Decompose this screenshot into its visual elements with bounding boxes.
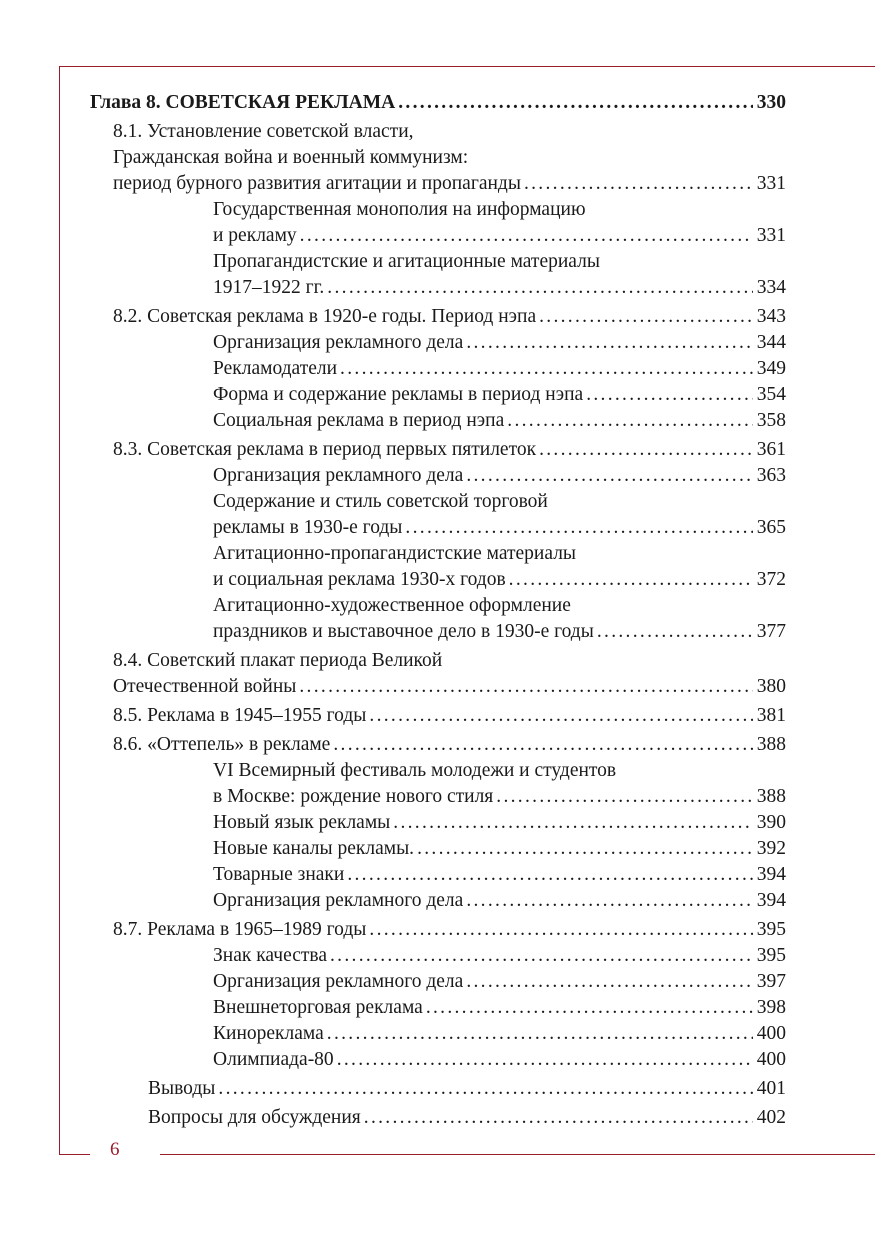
toc-subsection[interactable]	[213, 969, 786, 995]
toc-page: 388	[756, 734, 786, 755]
toc-title-part: Пропагандистские и агитационные материалы	[213, 251, 600, 272]
toc-subsection[interactable]	[213, 463, 786, 489]
toc-title-line	[213, 541, 576, 567]
toc-title-part: 8.4. Советский плакат периода Великой	[113, 650, 443, 671]
toc-page: 395	[756, 945, 786, 966]
toc-leader	[496, 784, 752, 810]
toc-leader	[597, 619, 753, 645]
toc-section-8-2[interactable]	[113, 304, 786, 330]
toc-page: 331	[756, 225, 786, 246]
toc-title: 8.2. Советская реклама в 1920-е годы. Период нэпа	[113, 306, 537, 327]
toc-section-8-5[interactable]	[113, 703, 786, 729]
toc-page: 395	[756, 919, 786, 940]
toc-title: Форма и содержание рекламы в период нэпа	[213, 384, 584, 405]
toc-page: 349	[756, 358, 786, 379]
toc-page: 390	[756, 812, 786, 833]
toc-section-8-3[interactable]	[113, 437, 786, 463]
toc-page: 343	[756, 306, 786, 327]
toc-title: Знак качества	[213, 945, 327, 966]
toc-page: 400	[756, 1023, 786, 1044]
toc-title: Новый язык рекламы	[213, 812, 391, 833]
toc-title: Вопросы для обсуждения	[148, 1107, 361, 1128]
toc-page: 392	[756, 838, 786, 859]
toc-leader	[466, 330, 752, 356]
toc-title-part: Содержание и стиль советской торговой	[213, 491, 548, 512]
toc-leader	[364, 1105, 753, 1131]
toc-page: 398	[756, 997, 786, 1018]
toc-page: 397	[756, 971, 786, 992]
toc-leader	[466, 969, 752, 995]
toc-subsection[interactable]	[213, 943, 786, 969]
toc-leader	[340, 356, 753, 382]
toc-title: 1917–1922 гг.	[213, 277, 325, 298]
toc-title-line	[213, 197, 586, 223]
page-number: 6	[110, 1139, 120, 1160]
toc-title: Отечественной войны	[113, 676, 297, 697]
toc-leader	[398, 90, 753, 116]
toc-leader	[327, 1021, 753, 1047]
toc-title: Товарные знаки	[213, 864, 345, 885]
toc-subsection[interactable]	[213, 836, 786, 862]
toc-leader	[405, 515, 752, 541]
toc-title: 8.6. «Оттепель» в рекламе	[113, 734, 331, 755]
toc-title-line	[213, 489, 548, 515]
toc-title: Социальная реклама в период нэпа	[213, 410, 505, 431]
toc-page: 381	[756, 705, 786, 726]
toc-title: Выводы	[148, 1078, 216, 1099]
toc-conclusions[interactable]	[148, 1076, 786, 1102]
toc-title: 8.3. Советская реклама в период первых пятилеток	[113, 439, 537, 460]
toc-leader	[369, 703, 752, 729]
toc-leader	[330, 943, 753, 969]
toc-subsection[interactable]	[213, 382, 786, 408]
toc-title-line	[113, 648, 442, 674]
toc-page: 354	[756, 384, 786, 405]
toc-title-part: Гражданская война и военный коммунизм:	[113, 147, 469, 168]
toc-leader	[417, 836, 753, 862]
toc-title: праздников и выставочное дело в 1930-е годы	[213, 621, 594, 642]
toc-title-part: Государственная монополия на информацию	[213, 199, 586, 220]
toc-leader	[337, 1047, 753, 1073]
toc-chapter-heading[interactable]	[90, 90, 786, 116]
toc-leader	[524, 171, 753, 197]
toc-title: Глава 8. СОВЕТСКАЯ РЕКЛАМА	[90, 92, 396, 113]
toc-title: Олимпиада-80	[213, 1049, 334, 1070]
toc-title: и рекламу	[213, 225, 297, 246]
toc-title-part: VI Всемирный фестиваль молодежи и студентов	[213, 760, 617, 781]
toc-leader	[347, 862, 752, 888]
toc-leader	[507, 408, 752, 434]
toc-title: и социальная реклама 1930-х годов	[213, 569, 506, 590]
toc-page: 394	[756, 864, 786, 885]
toc-subsection[interactable]	[213, 619, 786, 645]
toc-subsection[interactable]	[213, 408, 786, 434]
toc-page: 377	[756, 621, 786, 642]
toc-title: Новые каналы рекламы.	[213, 838, 415, 859]
toc-leader	[426, 995, 753, 1021]
toc-leader	[509, 567, 753, 593]
toc-title-part: Агитационно-художественное оформление	[213, 595, 571, 616]
toc-subsection[interactable]	[213, 1047, 786, 1073]
toc-section-8-4[interactable]	[113, 674, 786, 700]
toc-section-8-6[interactable]	[113, 732, 786, 758]
toc-title: рекламы в 1930-е годы	[213, 517, 403, 538]
toc-subsection[interactable]	[213, 810, 786, 836]
toc-subsection[interactable]	[213, 567, 786, 593]
toc-section-8-7[interactable]	[113, 917, 786, 943]
toc-leader	[299, 674, 752, 700]
toc-page: 361	[756, 439, 786, 460]
toc-title-line	[213, 758, 616, 784]
toc-title: Рекламодатели	[213, 358, 338, 379]
toc-leader	[393, 810, 752, 836]
toc-page: 358	[756, 410, 786, 431]
toc-title: в Москве: рождение нового стиля	[213, 786, 494, 807]
toc-page: 401	[756, 1078, 786, 1099]
toc-title: период бурного развития агитации и пропаганды	[113, 173, 521, 194]
toc-page: 400	[756, 1049, 786, 1070]
toc-leader	[466, 888, 752, 914]
toc-title: Организация рекламного дела	[213, 971, 464, 992]
toc-leader	[300, 223, 753, 249]
toc-page: 330	[756, 92, 786, 113]
toc-page: 380	[756, 676, 786, 697]
toc-title: 8.5. Реклама в 1945–1955 годы	[113, 705, 367, 726]
toc-subsection[interactable]	[213, 995, 786, 1021]
toc-page: 363	[756, 465, 786, 486]
toc-page: 331	[756, 173, 786, 194]
toc-subsection[interactable]	[213, 330, 786, 356]
toc-title: Организация рекламного дела	[213, 465, 464, 486]
toc-leader	[539, 304, 753, 330]
toc-leader	[218, 1076, 752, 1102]
toc-subsection[interactable]	[213, 356, 786, 382]
toc-subsection[interactable]	[213, 784, 786, 810]
toc-title-line	[113, 119, 414, 145]
toc-leader	[466, 463, 752, 489]
toc-leader	[369, 917, 752, 943]
toc-title: Кинореклама	[213, 1023, 324, 1044]
toc-title-line	[213, 593, 571, 619]
toc-title-line	[213, 249, 600, 275]
toc-leader	[327, 275, 752, 301]
toc-page: 372	[756, 569, 786, 590]
toc-subsection[interactable]	[213, 515, 786, 541]
toc-subsection[interactable]	[213, 862, 786, 888]
toc-subsection[interactable]	[213, 223, 786, 249]
toc-leader	[539, 437, 753, 463]
toc-leader	[333, 732, 752, 758]
toc-page: 344	[756, 332, 786, 353]
toc-title-part: 8.1. Установление советской власти,	[113, 121, 414, 142]
toc-page: 365	[756, 517, 786, 538]
toc-page: 388	[756, 786, 786, 807]
toc-page: 402	[756, 1107, 786, 1128]
toc-title: Внешнеторговая реклама	[213, 997, 423, 1018]
toc-discussion-questions[interactable]	[148, 1105, 786, 1131]
toc-section-8-1[interactable]	[113, 171, 786, 197]
toc-page: 334	[756, 277, 786, 298]
toc-title-line	[113, 145, 468, 171]
toc-subsection[interactable]	[213, 1021, 786, 1047]
toc-title: 8.7. Реклама в 1965–1989 годы	[113, 919, 367, 940]
toc-page: 394	[756, 890, 786, 911]
toc-title: Организация рекламного дела	[213, 890, 464, 911]
toc-subsection[interactable]	[213, 888, 786, 914]
toc-leader	[586, 382, 753, 408]
toc-subsection[interactable]	[213, 275, 786, 301]
toc-title-part: Агитационно-пропагандистские материалы	[213, 543, 577, 564]
toc-title: Организация рекламного дела	[213, 332, 464, 353]
